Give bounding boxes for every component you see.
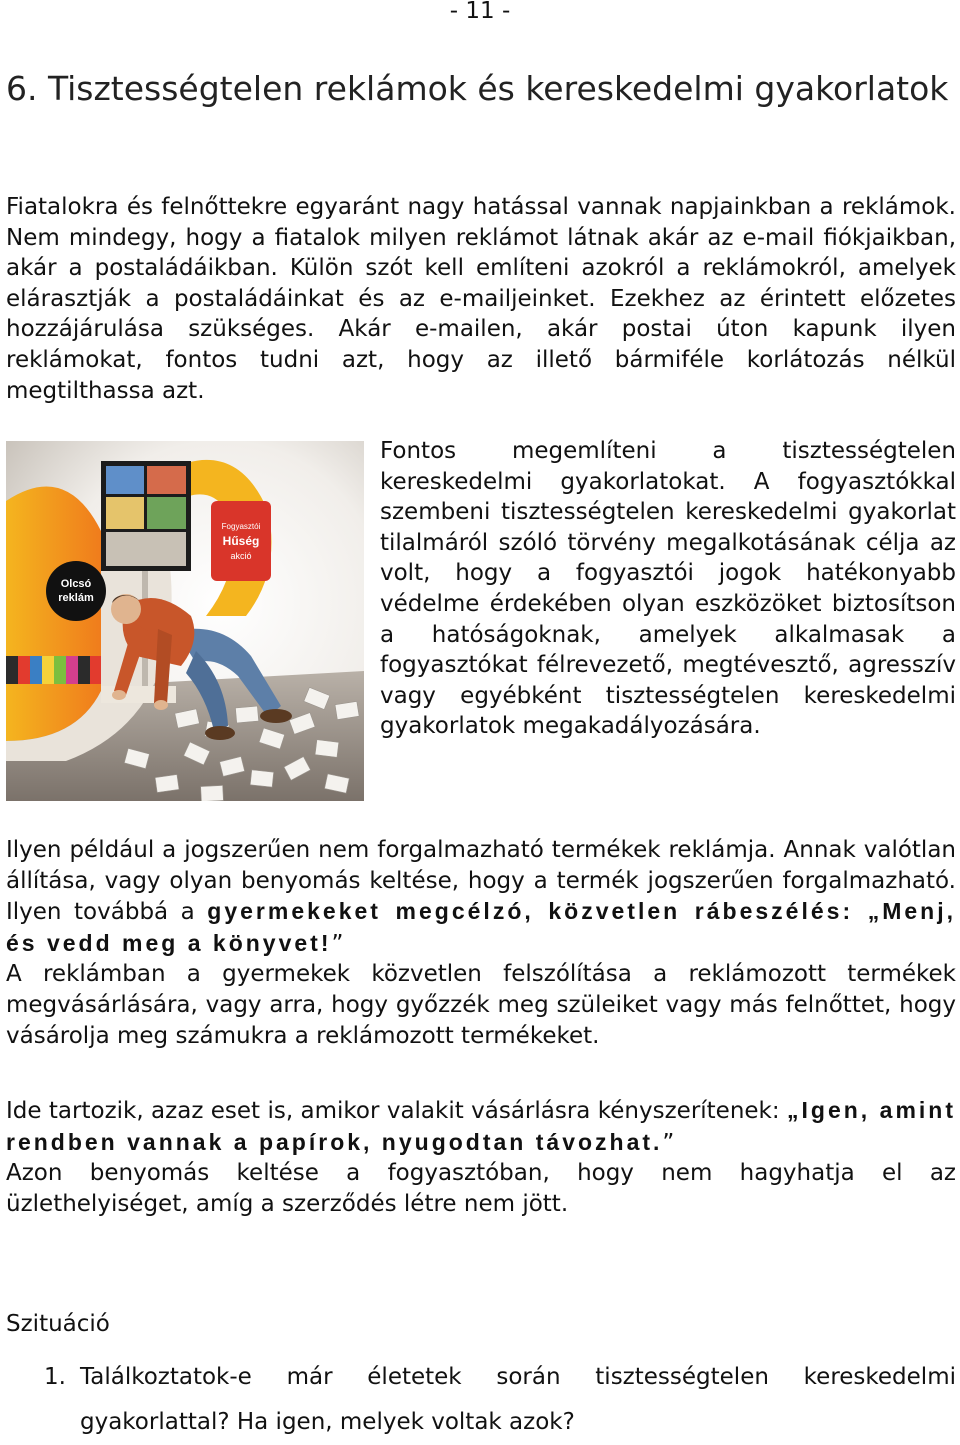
intro-paragraph: Fiatalokra és felnőttekre egyaránt nagy hatással vannak napjainkban a reklámok. Nem mindegy, hogy a fiatalok milyen reklámot látnak akár az e-mail fiókjaikban, akár a postaládáikban. Külön szót kell említeni azokról a reklámokról, amelyek elárasztják a postaládáinkat és az e-mailjeinket. Ezekhez az érintett előzetes hozzájárulása szükséges. Akár e-mailen, akár postai úton kapunk ilyen reklámokat, fontos tudni azt, hogy az illető bármiféle korlátozás nélkül megtilthassa azt. <box>6 194 956 404</box>
sign-text-1: Olcsó <box>60 578 92 590</box>
question-list <box>6 1355 956 1445</box>
chapter-title: 6. Tisztességtelen reklámok és kereskedelmi gyakorlatok <box>6 69 949 108</box>
forced-purchase-explanation: Azon benyomás keltése a fogyasztóban, hogy nem hagyhatja el az üzlethelyiséget, amíg a szerződés létre nem jött. <box>6 1160 956 1217</box>
child-targeting-closing-quote: ” <box>331 930 344 957</box>
list-item <box>6 1355 956 1445</box>
ticket-text-3: akció <box>230 551 252 561</box>
sign-circle <box>46 561 106 621</box>
forced-purchase-closing-quote: ” <box>662 1129 675 1156</box>
sign-text-2: reklám <box>58 592 94 604</box>
question-text: Találkoztatok-e már életetek során tisztességtelen kereskedelmi gyakorlattal? Ha igen, melyek voltak azok? <box>80 1364 956 1435</box>
illustration-svg <box>6 441 364 801</box>
child-targeting-paragraph <box>6 835 956 1051</box>
ticket-text-1: Fogyasztói <box>221 522 261 531</box>
question-number: 1. <box>44 1364 66 1390</box>
page-number: - 11 - <box>449 0 511 24</box>
unfair-practices-paragraph: Fontos megemlíteni a tisztességtelen kereskedelmi gyakorlatokat. A fogyasztókkal szembeni tisztességtelen kereskedelmi gyakorlat tilalmáról szóló törvény megalkotásának célja az volt, hogy a fogyasztói jogok hatékonyabb védelme érdekében olyan eszközöket biztosítson a hatóságoknak, amelyek alkalmasak a fogyasztókat félrevezető, megtévesztő, agresszív vagy egyébként tisztességtelen kereskedelmi gyakorlatok megakadályozására. <box>380 438 956 740</box>
child-targeting-text: Ilyen például a jogszerűen nem forgalmazható termékek reklámja. Annak valótlan állítása, vagy olyan benyomás keltése, hogy a termék jogszerűen forgalmazható. Ilyen továbbá a <box>6 837 956 926</box>
sign-stripes <box>6 656 101 684</box>
section-label: Szituáció <box>6 1311 110 1337</box>
child-targeting-quote: gyermekeket megcélzó, közvetlen rábeszélés: „Menj, és vedd meg a könyvet! <box>6 898 956 956</box>
child-targeting-explanation: A reklámban a gyermekek közvetlen felszólítása a reklámozott termékek megvásárlására, vagy arra, hogy győzzék meg szüleiket vagy más felnőttet, hogy vásárolja meg számukra a reklámozott termékeket. <box>6 961 956 1049</box>
ticket-text-2: Hűség <box>222 534 260 548</box>
illustration-photo <box>6 441 364 801</box>
forced-purchase-paragraph <box>6 1095 956 1219</box>
forced-purchase-quote: „Igen, amint rendben vannak a papírok, nyugodtan távozhat. <box>6 1097 956 1155</box>
forced-purchase-text: Ide tartozik, azaz eset is, amikor valakit vásárlásra kényszerítenek: <box>6 1098 788 1124</box>
